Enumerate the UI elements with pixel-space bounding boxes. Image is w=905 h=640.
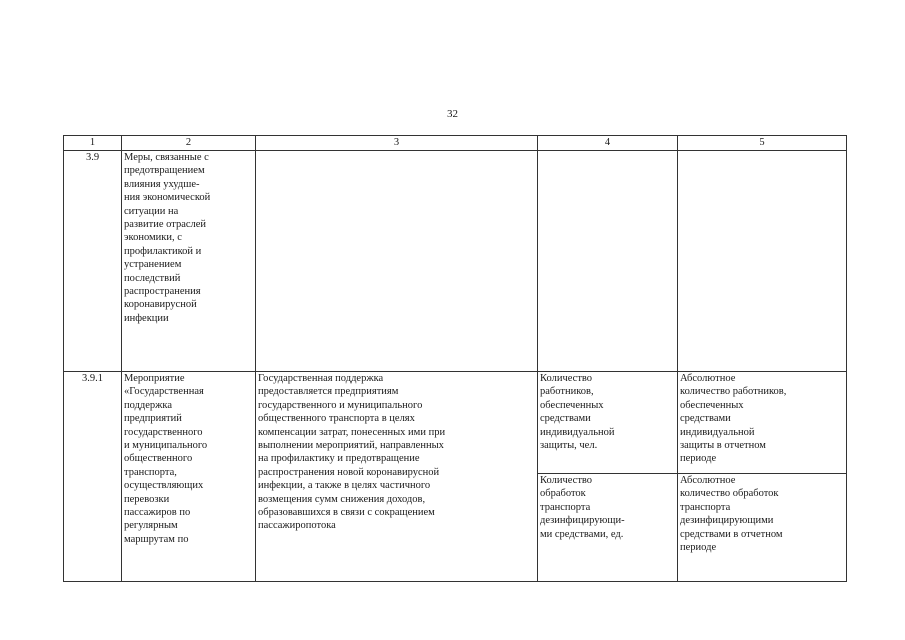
column-header-1: 1 xyxy=(64,136,122,151)
indicator-name xyxy=(538,151,678,372)
indicator-value: Абсолютное количество обработок транспорта дезинфицирующими средствами в отчетном периоде xyxy=(678,474,847,582)
row-number: 3.9.1 xyxy=(64,372,122,582)
column-header-2: 2 xyxy=(122,136,256,151)
column-header-4: 4 xyxy=(538,136,678,151)
measure-description xyxy=(256,151,538,372)
table-row xyxy=(64,372,847,474)
indicator-value: Абсолютное количество работников, обеспеченных средствами индивидуальной защиты в отчетном периоде xyxy=(678,372,847,474)
column-header-3: 3 xyxy=(256,136,538,151)
indicator-name: Количество работников, обеспеченных средствами индивидуальной защиты, чел. xyxy=(538,372,678,474)
row-number: 3.9 xyxy=(64,151,122,372)
indicator-name: Количество обработок транспорта дезинфицирующи- ми средствами, ед. xyxy=(538,474,678,582)
table-row xyxy=(64,151,847,372)
measures-table xyxy=(63,135,847,582)
page-number: 32 xyxy=(447,108,458,120)
measure-name: Меры, связанные с предотвращением влияния ухудше- ния экономической ситуации на развитие отраслей экономики, с профилактикой и устранением последствий распространения коронавирусной инфекции xyxy=(122,151,256,372)
measure-description: Государственная поддержка предоставляется предприятиям государственного и муниципального общественного транспорта в целях компенсации затрат, понесенных ими при выполнении мероприятий, направленных на профилактику и предотвращение распространения новой коронавирусной инфекции, а также в целях частичного возмещения сумм снижения доходов, образовавшихся в связи с сокращением пассажиропотока xyxy=(256,372,538,582)
measure-name: Мероприятие «Государственная поддержка предприятий государственного и муниципального общественного транспорта, осуществляющих перевозки пассажиров по регулярным маршрутам по xyxy=(122,372,256,582)
header-row xyxy=(64,136,847,151)
column-header-5: 5 xyxy=(678,136,847,151)
indicator-value xyxy=(678,151,847,372)
